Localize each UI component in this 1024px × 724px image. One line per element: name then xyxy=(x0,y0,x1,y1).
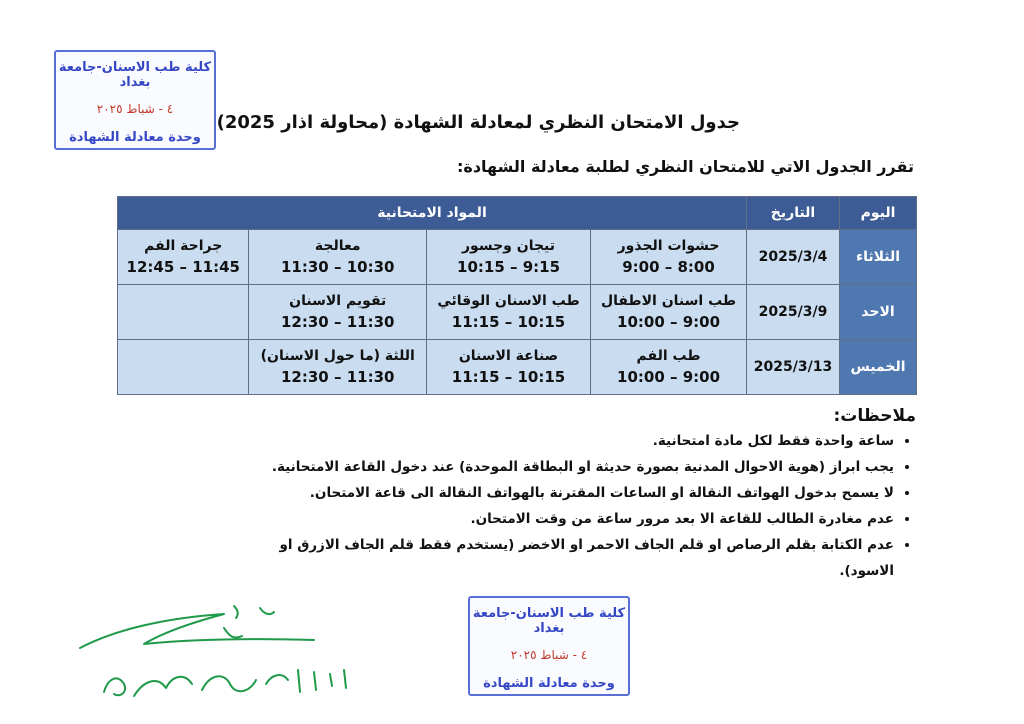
stamp-bottom xyxy=(468,596,630,696)
subject-cell xyxy=(249,285,427,340)
subject-name: تقويم الاسنان xyxy=(289,293,387,309)
subject-cell xyxy=(426,340,590,395)
subject-name: معالجة xyxy=(314,238,361,254)
stamp-date: ٤ - شباط ٢٠٢٥ xyxy=(510,648,588,662)
subject-cell xyxy=(249,230,427,285)
subject-cell-empty xyxy=(118,340,249,395)
table-header-row xyxy=(118,197,917,230)
list-item: • يجب ابراز (هوية الاحوال المدنية بصورة حديثة او البطاقة الموحدة) عند دخول القاعة الامتحانية. xyxy=(254,454,894,480)
subject-cell xyxy=(591,340,747,395)
subject-time: 11:30 – 12:30 xyxy=(281,313,395,331)
header-day: اليوم xyxy=(840,197,917,230)
handwritten-signature xyxy=(74,600,364,710)
row-date: 2025/3/9 xyxy=(747,285,840,340)
subject-time: 9:00 – 10:00 xyxy=(617,313,721,331)
header-date: التاريخ xyxy=(747,197,840,230)
row-day: الثلاثاء xyxy=(840,230,917,285)
stamp-unit: وحدة معادلة الشهادة xyxy=(483,676,615,691)
subject-cell xyxy=(591,230,747,285)
subject-time: 11:30 – 12:30 xyxy=(281,368,395,386)
subject-cell xyxy=(118,230,249,285)
table-row xyxy=(118,340,917,395)
subject-cell xyxy=(591,285,747,340)
list-item: • عدم مغادرة الطالب للقاعة الا بعد مرور ساعة من وقت الامتحان. xyxy=(254,506,894,532)
subject-name: طب اسنان الاطفال xyxy=(600,293,737,309)
stamp-college: كلية طب الاسنان-جامعة بغداد xyxy=(58,60,212,90)
row-date: 2025/3/13 xyxy=(747,340,840,395)
subject-name: اللثة (ما حول الاسنان) xyxy=(260,348,415,364)
subject-time: 10:30 – 11:30 xyxy=(281,258,395,276)
subject-cell xyxy=(249,340,427,395)
list-item: • عدم الكتابة بقلم الرصاص او قلم الجاف الاحمر او الاخضر (يستخدم فقط قلم الجاف الازرق او الاسود). xyxy=(254,532,894,584)
subject-cell xyxy=(426,230,590,285)
table-row xyxy=(118,285,917,340)
stamp-top xyxy=(54,50,216,150)
subject-name: طب الفم xyxy=(636,348,701,364)
subject-time: 8:00 – 9:00 xyxy=(622,258,715,276)
table-row xyxy=(118,230,917,285)
stamp-date: ٤ - شباط ٢٠٢٥ xyxy=(96,102,174,116)
subject-name: طب الاسنان الوقائي xyxy=(437,293,580,309)
stamp-unit: وحدة معادلة الشهادة xyxy=(69,130,201,145)
header-subjects: المواد الامتحانية xyxy=(118,197,747,230)
subject-cell xyxy=(426,285,590,340)
subject-time: 10:15 – 11:15 xyxy=(451,368,566,386)
intro-text: تقرر الجدول الاتي للامتحان النظري لطلبة معادلة الشهادة: xyxy=(456,157,914,176)
list-item: • ساعة واحدة فقط لكل مادة امتحانية. xyxy=(254,428,894,454)
exam-schedule-table xyxy=(117,196,917,395)
row-day: الخميس xyxy=(840,340,917,395)
subject-name: تيجان وجسور xyxy=(462,238,556,254)
subject-name: جراحة الفم xyxy=(144,238,223,254)
notes-title: ملاحظات: xyxy=(833,406,916,426)
row-day: الاحد xyxy=(840,285,917,340)
subject-name: صناعة الاسنان xyxy=(458,348,559,364)
subject-name: حشوات الجذور xyxy=(617,238,720,254)
subject-time: 11:45 – 12:45 xyxy=(126,258,240,276)
subject-time: 9:00 – 10:00 xyxy=(617,368,721,386)
page-title: جدول الامتحان النظري لمعادلة الشهادة (محاولة اذار 2025) xyxy=(216,112,740,133)
stamp-college: كلية طب الاسنان-جامعة بغداد xyxy=(472,606,626,636)
subject-time: 10:15 – 11:15 xyxy=(451,313,566,331)
row-date: 2025/3/4 xyxy=(747,230,840,285)
subject-cell-empty xyxy=(118,285,249,340)
list-item: • لا يسمح بدخول الهواتف النقالة او الساعات المقترنة بالهواتف النقالة الى قاعة الامتحان. xyxy=(254,480,894,506)
notes-list xyxy=(254,428,914,584)
subject-time: 9:15 – 10:15 xyxy=(457,258,561,276)
